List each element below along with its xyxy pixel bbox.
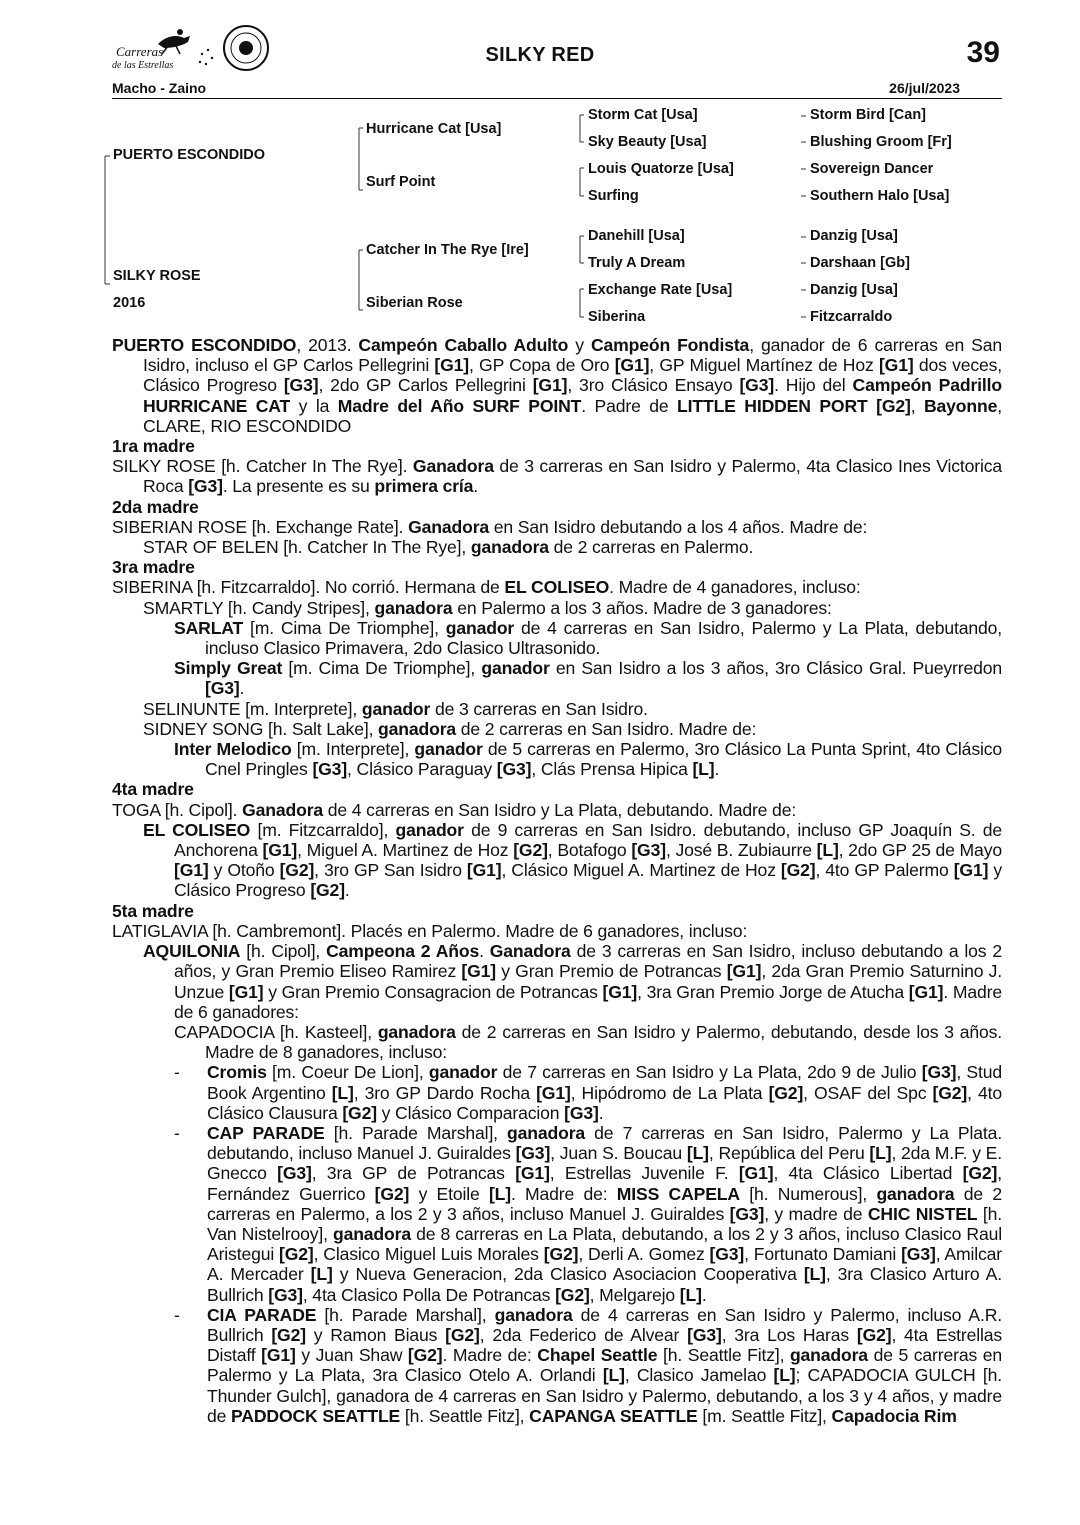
produce-entry: Inter Melodico [m. Interprete], ganador de 5 carreras en Palermo, 3ro Clásico La Punta Sprint, 4to Clásico Cnel Pringles [G3], Clásico Paraguay [G3], Clás Prensa Hipica [L]. <box>174 739 1003 780</box>
produce-entry: Simply Great [m. Cima De Triomphe], ganador en San Isidro a los 3 años, 3ro Clásico Gral. Pueyrredon [G3]. <box>174 658 1002 699</box>
pedigree-gen2: Hurricane Cat [Usa] <box>366 121 502 137</box>
page-number: 39 <box>966 36 1000 69</box>
produce-entry: SELINUNTE [m. Interprete], ganador de 3 carreras en San Isidro. <box>143 698 648 719</box>
dam-entry: SILKY ROSE [h. Catcher In The Rye]. Ganadora de 3 carreras en San Isidro y Palermo, 4ta Clasico Ines Victorica Roca [G3]. La presente es su primera cría. <box>112 456 1002 497</box>
pedigree-gen3: Truly A Dream <box>588 255 686 271</box>
produce-record <box>112 335 1002 1426</box>
dam-entry: LATIGLAVIA [h. Cambremont]. Placés en Palermo. Madre de 6 ganadores, incluso: <box>112 920 748 941</box>
produce-entry: SARLAT [m. Cima De Triomphe], ganador de 4 carreras en San Isidro, Palermo y La Plata, debutando, incluso Clasico Primavera, 2do Clasico Ultrasonido. <box>174 617 1002 659</box>
section-heading: 1ra madre <box>112 436 195 457</box>
pedigree-gen3: Siberina <box>588 309 646 325</box>
dam-entry: TOGA [h. Cipol]. Ganadora de 4 carreras en San Isidro y La Plata, debutando. Madre de: <box>112 799 797 820</box>
pedigree-gen3: Exchange Rate [Usa] <box>588 282 733 298</box>
produce-entry: STAR OF BELEN [h. Catcher In The Rye], ganadora de 2 carreras en Palermo. <box>143 537 754 558</box>
horse-name-title: SILKY RED <box>485 44 595 66</box>
pedigree-gen3: Surfing <box>588 188 639 204</box>
pedigree-gen4: Blushing Groom [Fr] <box>810 134 952 150</box>
section-heading: 4ta madre <box>112 779 194 800</box>
pedigree-gen3: Sky Beauty [Usa] <box>588 134 707 150</box>
pedigree-gen4: Sovereign Dancer <box>810 161 934 177</box>
pedigree-gen4: Danzig [Usa] <box>810 282 898 298</box>
produce-entry: - Cromis [m. Coeur De Lion], ganador de 7 carreras en San Isidro y La Plata, 2do 9 de Julio [G3], Stud Book Argentino [L], 3ro GP Dardo Rocha [G1], Hipódromo de La Plata [G2], OSAF del Spc [G2], 4to Clásico Clausura [G2] y Clásico Comparacion [G3]. <box>174 1062 1003 1123</box>
pedigree-gen2: Surf Point <box>366 174 436 190</box>
sex-color: Macho - Zaino <box>112 80 207 96</box>
dam-entry: SIBERIAN ROSE [h. Exchange Rate]. Ganadora en San Isidro debutando a los 4 años. Madre de: <box>112 516 868 537</box>
pedigree-gen2: Catcher In The Rye [Ire] <box>366 242 529 258</box>
section-heading: 3ra madre <box>112 557 195 578</box>
dam-entry: SIBERINA [h. Fitzcarraldo]. No corrió. Hermana de EL COLISEO. Madre de 4 ganadores, incluso: <box>112 577 861 598</box>
pedigree-gen4: Darshaan [Gb] <box>810 255 910 271</box>
produce-entry: CAPADOCIA [h. Kasteel], ganadora de 2 carreras en San Isidro y Palermo, debutando, desde los 3 años. Madre de 8 ganadores, incluso: <box>174 1021 1003 1063</box>
pedigree-gen4: Danzig [Usa] <box>810 228 898 244</box>
svg-text:Carreras: Carreras <box>116 44 164 59</box>
produce-entry: - CAP PARADE [h. Parade Marshal], ganadora de 7 carreras en San Isidro, Palermo y La Plata. debutando, incluso Manuel J. Guiraldes [G3], Juan S. Boucau [L], República del Peru [L], 2da M.F. y E. Gnecco [G3], 3ra GP de Potrancas [G1], Estrellas Juvenile F. [G1], 4ta Clásico Libertad [G2], Fernández Guerrico [G2] y Etoile [L]. Madre de: MISS CAPELA [h. Numerous], ganadora de 2 carreras en Palermo, a los 2 y 3 años, incluso Manuel J. Guiraldes [G3], y madre de CHIC NISTEL [h. Van Nistelrooy], ganadora de 8 carreras en La Plata, debutando, a los 2 y 3 años, incluso Clasico Raul Aristegui [G2], Clasico Miguel Luis Morales [G2], Derli A. Gomez [G3], Fortunato Damiani [G3], Amilcar A. Mercader [L] y Nueva Generacion, 2da Clasico Asociacion Cooperativa [L], 3ra Clasico Arturo A. Bullrich [G3], 4ta Clasico Polla De Potrancas [G2], Melgarejo [L]. <box>174 1122 1003 1305</box>
produce-entry: AQUILONIA [h. Cipol], Campeona 2 Años. Ganadora de 3 carreras en San Isidro, incluso debutando a los 2 años, y Gran Premio Eliseo Ramirez [G1] y Gran Premio de Potrancas [G1], 2da Gran Premio Saturnino J. Unzue [G1] y Gran Premio Consagracion de Potrancas [G1], 3ra Gran Premio Jorge de Atucha [G1]. Madre de 6 ganadores: <box>143 941 1002 1022</box>
sire-name: PUERTO ESCONDIDO <box>113 147 266 163</box>
pedigree-gen2: Siberian Rose <box>366 295 463 311</box>
pedigree-gen3: Danehill [Usa] <box>588 228 685 244</box>
section-heading: 2da madre <box>112 496 199 517</box>
produce-entry: EL COLISEO [m. Fitzcarraldo], ganador de 9 carreras en San Isidro. debutando, incluso GP Joaquín S. de Anchorena [G1], Miguel A. Martinez de Hoz [G2], Botafogo [G3], José B. Zubiaurre [L], 2do GP 25 de Mayo [G1] y Otoño [G2], 3ro GP San Isidro [G1], Clásico Miguel A. Martinez de Hoz [G2], 4to GP Palermo [G1] y Clásico Progreso [G2]. <box>143 819 1003 901</box>
produce-entry: - CIA PARADE [h. Parade Marshal], ganadora de 4 carreras en San Isidro y Palermo, incluso A.R. Bullrich [G2] y Ramon Biaus [G2], 2da Federico de Alvear [G3], 3ra Los Haras [G2], 4ta Estrellas Distaff [G1] y Juan Shaw [G2]. Madre de: Chapel Seattle [h. Seattle Fitz], ganadora de 5 carreras en Palermo y La Plata, 3ra Clasico Otelo A. Orlandi [L], Clasico Jamelao [L]; CAPADOCIA GULCH [h. Thunder Gulch], ganadora de 4 carreras en San Isidro y Palermo, debutando, a los 3 y 4 años, y madre de PADDOCK SEATTLE [h. Seattle Fitz], CAPANGA SEATTLE [m. Seattle Fitz], Capadocia Rim <box>174 1304 1003 1426</box>
produce-entry: SMARTLY [h. Candy Stripes], ganadora en Palermo a los 3 años. Madre de 3 ganadores: <box>143 597 832 618</box>
pedigree-gen4: Southern Halo [Usa] <box>810 188 950 204</box>
pedigree-gen4: Storm Bird [Can] <box>810 107 926 123</box>
section-heading: 5ta madre <box>112 900 194 921</box>
pedigree-gen4: Fitzcarraldo <box>810 309 893 325</box>
pedigree-gen3: Storm Cat [Usa] <box>588 107 698 123</box>
dam-year: 2016 <box>113 295 146 311</box>
pedigree-gen3: Louis Quatorze [Usa] <box>588 161 734 177</box>
date: 26/jul/2023 <box>889 80 960 96</box>
produce-entry: SIDNEY SONG [h. Salt Lake], ganadora de 2 carreras en San Isidro. Madre de: <box>143 718 757 739</box>
dam-name: SILKY ROSE <box>113 268 201 284</box>
svg-text:de las Estrellas: de las Estrellas <box>112 60 174 71</box>
sire-entry: PUERTO ESCONDIDO, 2013. Campeón Caballo Adulto y Campeón Fondista, ganador de 6 carreras en San Isidro, incluso el GP Carlos Pellegrini [G1], GP Copa de Oro [G1], GP Miguel Martínez de Hoz [G1] dos veces, Clásico Progreso [G3], 2do GP Carlos Pellegrini [G1], 3ro Clásico Ensayo [G3]. Hijo del Campeón Padrillo HURRICANE CAT y la Madre del Año SURF POINT. Padre de LITTLE HIDDEN PORT [G2], Bayonne, CLARE, RIO ESCONDIDO <box>112 335 1003 436</box>
